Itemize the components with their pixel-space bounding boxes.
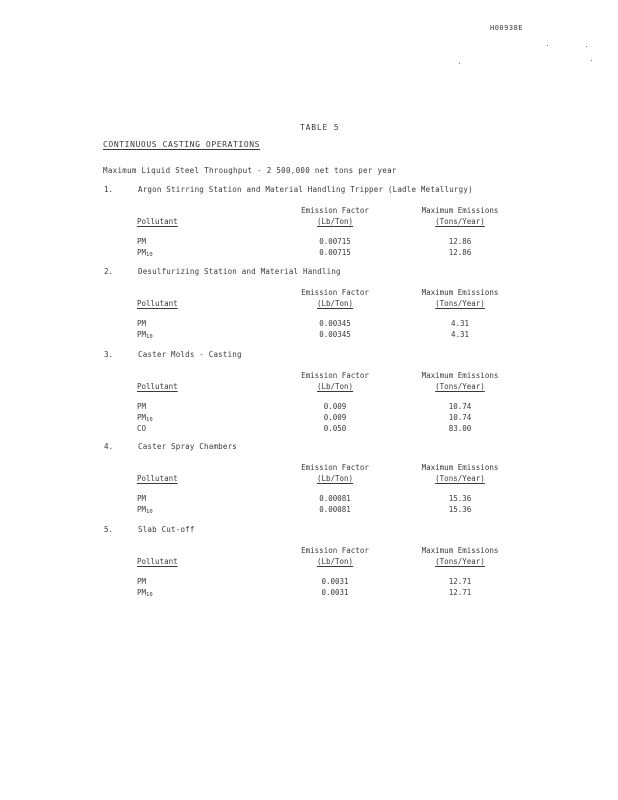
maximum-emissions-cell: 12.71 (448, 588, 472, 597)
maximum-emissions-unit: (Tons/Year) (435, 217, 485, 226)
maximum-emissions-unit: (Tons/Year) (435, 557, 485, 566)
pollutant-subscript: 10 (146, 252, 153, 258)
emission-factor-unit: (Lb/Ton) (316, 557, 354, 566)
pollutant-cell: $PM_{10}$ (137, 330, 153, 340)
section-title: Slab Cut-off (138, 525, 195, 534)
table-row (0, 413, 618, 424)
pollutant-header: Pollutant (137, 299, 178, 308)
maximum-emissions-cell: 12.86 (448, 248, 472, 257)
emission-factor-header (290, 205, 380, 227)
maximum-emissions-cell: 15.36 (448, 494, 472, 503)
table-row (0, 424, 618, 435)
maximum-emissions-label: Maximum Emissions (421, 206, 499, 215)
pollutant-cell: PM (137, 402, 147, 411)
table-row (0, 330, 618, 341)
pollutant-header: Pollutant (137, 557, 178, 566)
section-title: Argon Stirring Station and Material Handling Tripper (Ladle Metallurgy) (138, 185, 473, 194)
maximum-emissions-header (420, 205, 500, 227)
emission-factor-cell: 0.00081 (319, 505, 351, 514)
pollutant-cell: $PM_{10}$ (137, 248, 153, 258)
emission-factor-unit: (Lb/Ton) (316, 299, 354, 308)
pollutant-cell: $PM_{10}$ (137, 505, 153, 515)
emission-factor-cell: 0.00715 (319, 248, 351, 257)
emission-factor-label: Emission Factor (301, 546, 369, 555)
pollutant-subscript: 10 (146, 334, 153, 340)
emission-factor-cell: 0.009 (323, 402, 347, 411)
maximum-emissions-header (420, 370, 500, 392)
maximum-emissions-unit: (Tons/Year) (435, 474, 485, 483)
emission-factor-unit: (Lb/Ton) (316, 382, 354, 391)
maximum-emissions-unit: (Tons/Year) (435, 299, 485, 308)
maximum-emissions-cell: 12.86 (448, 237, 472, 246)
table-row (0, 505, 618, 516)
maximum-emissions-cell: 4.31 (450, 330, 470, 339)
pollutant-subscript: 10 (146, 417, 153, 423)
maximum-emissions-header (420, 462, 500, 484)
section-number: 2. (104, 267, 114, 276)
pollutant-subscript: 10 (146, 592, 153, 598)
table-row (0, 248, 618, 259)
maximum-emissions-cell: 10.74 (448, 413, 472, 422)
pollutant-header: Pollutant (137, 382, 178, 391)
section-title: Desulfurizing Station and Material Handling (138, 267, 341, 276)
pollutant-cell: CO (137, 424, 147, 433)
emission-factor-label: Emission Factor (301, 463, 369, 472)
pollutant-header: Pollutant (137, 217, 178, 226)
table-row (0, 402, 618, 413)
maximum-emissions-cell: 12.71 (448, 577, 472, 586)
emission-factor-label: Emission Factor (301, 206, 369, 215)
table-title: TABLE 5 (300, 123, 340, 132)
pollutant-subscript: 10 (146, 509, 153, 515)
scan-speck (586, 46, 587, 47)
emission-factor-header (290, 462, 380, 484)
emission-factor-unit: (Lb/Ton) (316, 217, 354, 226)
maximum-emissions-cell: 83.00 (448, 424, 472, 433)
maximum-emissions-header (420, 545, 500, 567)
pollutant-cell: PM (137, 494, 147, 503)
maximum-emissions-label: Maximum Emissions (421, 371, 499, 380)
emission-factor-cell: 0.00081 (319, 494, 351, 503)
section-number: 5. (104, 525, 114, 534)
section-title: Caster Molds - Casting (138, 350, 242, 359)
emission-factor-label: Emission Factor (301, 371, 369, 380)
scan-speck (459, 63, 460, 64)
scan-speck (591, 60, 592, 61)
emission-factor-cell: 0.00345 (319, 330, 351, 339)
emission-factor-cell: 0.0031 (321, 577, 349, 586)
section-number: 3. (104, 350, 114, 359)
emission-factor-header (290, 370, 380, 392)
table-row (0, 319, 618, 330)
scan-speck (547, 45, 548, 46)
emission-factor-unit: (Lb/Ton) (316, 474, 354, 483)
emission-factor-cell: 0.009 (323, 413, 347, 422)
emission-factor-header (290, 545, 380, 567)
table-row (0, 577, 618, 588)
pollutant-header: Pollutant (137, 474, 178, 483)
throughput-line: Maximum Liquid Steel Throughput - 2 500,000 net tons per year (103, 166, 397, 175)
maximum-emissions-cell: 15.36 (448, 505, 472, 514)
maximum-emissions-unit: (Tons/Year) (435, 382, 485, 391)
pollutant-cell: $PM_{10}$ (137, 588, 153, 598)
emission-factor-label: Emission Factor (301, 288, 369, 297)
main-heading: CONTINUOUS CASTING OPERATIONS (103, 140, 261, 149)
pollutant-cell: PM (137, 319, 147, 328)
maximum-emissions-label: Maximum Emissions (421, 463, 499, 472)
pollutant-cell: $PM_{10}$ (137, 413, 153, 423)
maximum-emissions-header (420, 287, 500, 309)
table-row (0, 237, 618, 248)
section-title: Caster Spray Chambers (138, 442, 238, 451)
section-number: 4. (104, 442, 114, 451)
emission-factor-cell: 0.00715 (319, 237, 351, 246)
table-row (0, 588, 618, 599)
section-number: 1. (104, 185, 114, 194)
emission-factor-cell: 0.00345 (319, 319, 351, 328)
maximum-emissions-label: Maximum Emissions (421, 546, 499, 555)
document-id: H00938E (490, 24, 524, 32)
maximum-emissions-cell: 4.31 (450, 319, 470, 328)
maximum-emissions-cell: 10.74 (448, 402, 472, 411)
table-row (0, 494, 618, 505)
emission-factor-header (290, 287, 380, 309)
pollutant-cell: PM (137, 237, 147, 246)
emission-factor-cell: 0.050 (323, 424, 347, 433)
pollutant-cell: PM (137, 577, 147, 586)
maximum-emissions-label: Maximum Emissions (421, 288, 499, 297)
emission-factor-cell: 0.0031 (321, 588, 349, 597)
